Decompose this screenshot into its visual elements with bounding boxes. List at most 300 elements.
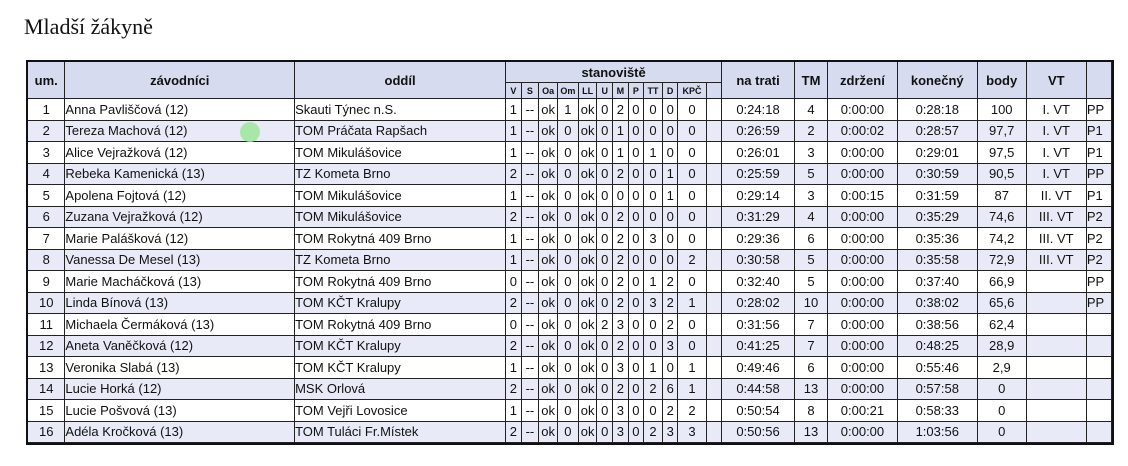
station-cell: 2 bbox=[506, 164, 522, 186]
station-cell: 3 bbox=[663, 336, 679, 358]
col-st-s: S bbox=[522, 83, 540, 99]
table-row bbox=[28, 207, 1112, 229]
station-cell: 0 bbox=[597, 142, 613, 164]
club-cell: TOM Rokytná 409 Brno bbox=[295, 314, 506, 336]
vt-cell: I. VT bbox=[1027, 142, 1087, 164]
station-cell: 0 bbox=[644, 336, 663, 358]
col-extra bbox=[1087, 62, 1112, 99]
station-cell: 3 bbox=[613, 400, 629, 422]
station-cell: 2 bbox=[678, 250, 706, 272]
station-cell: 2 bbox=[506, 293, 522, 315]
tm-cell: 3 bbox=[795, 142, 828, 164]
tm-cell: 10 bbox=[795, 293, 828, 315]
vt-cell bbox=[1027, 314, 1087, 336]
club-cell: TOM KČT Kralupy bbox=[295, 336, 506, 358]
col-st-empty bbox=[707, 83, 723, 99]
station-cell: ok bbox=[579, 400, 598, 422]
col-st-m: M bbox=[613, 83, 629, 99]
final-time-cell: 0:38:02 bbox=[898, 293, 978, 315]
station-cell: ok bbox=[539, 357, 558, 379]
final-time-cell: 0:38:56 bbox=[898, 314, 978, 336]
time-on-track-cell: 0:30:58 bbox=[722, 250, 795, 272]
vt-cell: III. VT bbox=[1027, 228, 1087, 250]
station-cell: 0 bbox=[597, 185, 613, 207]
points-cell: 0 bbox=[978, 379, 1027, 401]
station-cell: ok bbox=[579, 336, 598, 358]
name-cell: Tereza Machová (12) bbox=[65, 121, 295, 143]
time-on-track-cell: 0:29:36 bbox=[722, 228, 795, 250]
vt-cell bbox=[1027, 400, 1087, 422]
extra-cell: PP bbox=[1087, 271, 1112, 293]
station-cell: 0 bbox=[663, 142, 679, 164]
club-cell: TOM KČT Kralupy bbox=[295, 293, 506, 315]
time-on-track-cell: 0:44:58 bbox=[722, 379, 795, 401]
vt-cell bbox=[1027, 379, 1087, 401]
station-cell: 0 bbox=[629, 293, 645, 315]
station-empty-cell bbox=[707, 293, 723, 315]
delay-cell: 0:00:00 bbox=[828, 293, 898, 315]
rank-cell: 14 bbox=[28, 379, 65, 401]
delay-cell: 0:00:00 bbox=[828, 379, 898, 401]
cursor-highlight bbox=[240, 122, 260, 142]
name-cell: Marie Palášková (12) bbox=[65, 228, 295, 250]
station-cell: 0 bbox=[558, 207, 579, 229]
vt-cell bbox=[1027, 422, 1087, 444]
station-cell: -- bbox=[522, 422, 540, 444]
delay-cell: 0:00:00 bbox=[828, 336, 898, 358]
tm-cell: 7 bbox=[795, 314, 828, 336]
final-time-cell: 0:57:58 bbox=[898, 379, 978, 401]
station-cell: ok bbox=[579, 422, 598, 444]
station-cell: 2 bbox=[678, 400, 706, 422]
station-cell: 0 bbox=[597, 357, 613, 379]
name-cell: Anna Pavliščová (12) bbox=[65, 99, 295, 121]
station-cell: 0 bbox=[644, 164, 663, 186]
col-st-om: Om bbox=[558, 83, 579, 99]
station-cell: 2 bbox=[663, 400, 679, 422]
delay-cell: 0:00:00 bbox=[828, 314, 898, 336]
station-cell: ok bbox=[539, 164, 558, 186]
extra-cell: P2 bbox=[1087, 207, 1112, 229]
station-cell: 1 bbox=[663, 164, 679, 186]
station-cell: ok bbox=[539, 379, 558, 401]
station-empty-cell bbox=[707, 250, 723, 272]
points-cell: 62,4 bbox=[978, 314, 1027, 336]
delay-cell: 0:00:21 bbox=[828, 400, 898, 422]
delay-cell: 0:00:00 bbox=[828, 228, 898, 250]
final-time-cell: 0:48:25 bbox=[898, 336, 978, 358]
points-cell: 100 bbox=[978, 99, 1027, 121]
name-cell: Vanessa De Mesel (13) bbox=[65, 250, 295, 272]
rank-cell: 6 bbox=[28, 207, 65, 229]
rank-cell: 5 bbox=[28, 185, 65, 207]
station-cell: ok bbox=[539, 271, 558, 293]
points-cell: 28,9 bbox=[978, 336, 1027, 358]
time-on-track-cell: 0:25:59 bbox=[722, 164, 795, 186]
station-cell: 1 bbox=[644, 357, 663, 379]
delay-cell: 0:00:00 bbox=[828, 357, 898, 379]
time-on-track-cell: 0:50:56 bbox=[722, 422, 795, 444]
station-cell: 0 bbox=[597, 164, 613, 186]
station-cell: ok bbox=[539, 250, 558, 272]
col-stanoviste: stanoviště bbox=[506, 62, 722, 83]
station-cell: -- bbox=[522, 99, 540, 121]
station-cell: 2 bbox=[613, 164, 629, 186]
tm-cell: 4 bbox=[795, 99, 828, 121]
station-cell: 1 bbox=[678, 379, 706, 401]
club-cell: TOM Mikulášovice bbox=[295, 142, 506, 164]
name-cell: Lucie Horká (12) bbox=[65, 379, 295, 401]
name-cell: Alice Vejražková (12) bbox=[65, 142, 295, 164]
table-row bbox=[28, 185, 1112, 207]
station-cell: 1 bbox=[558, 99, 579, 121]
club-cell: TOM Rokytná 409 Brno bbox=[295, 271, 506, 293]
station-cell: 0 bbox=[597, 271, 613, 293]
club-cell: TZ Kometa Brno bbox=[295, 164, 506, 186]
extra-cell bbox=[1087, 400, 1112, 422]
station-cell: 0 bbox=[558, 357, 579, 379]
extra-cell bbox=[1087, 314, 1112, 336]
station-empty-cell bbox=[707, 164, 723, 186]
station-cell: 2 bbox=[663, 314, 679, 336]
table-row bbox=[28, 379, 1112, 401]
extra-cell bbox=[1087, 379, 1112, 401]
name-cell: Linda Bínová (13) bbox=[65, 293, 295, 315]
station-cell: 1 bbox=[644, 142, 663, 164]
station-cell: 0 bbox=[558, 336, 579, 358]
station-cell: 0 bbox=[629, 400, 645, 422]
station-cell: 0 bbox=[597, 207, 613, 229]
station-cell: 0 bbox=[644, 185, 663, 207]
club-cell: TZ Kometa Brno bbox=[295, 250, 506, 272]
station-cell: 2 bbox=[613, 99, 629, 121]
tm-cell: 5 bbox=[795, 164, 828, 186]
station-cell: 0 bbox=[597, 422, 613, 444]
points-cell: 97,5 bbox=[978, 142, 1027, 164]
col-st-u: U bbox=[597, 83, 613, 99]
station-empty-cell bbox=[707, 142, 723, 164]
station-cell: 0 bbox=[613, 185, 629, 207]
final-time-cell: 0:28:18 bbox=[898, 99, 978, 121]
rank-cell: 15 bbox=[28, 400, 65, 422]
station-cell: 0 bbox=[663, 228, 679, 250]
club-cell: TOM Tuláci Fr.Místek bbox=[295, 422, 506, 444]
station-cell: 0 bbox=[597, 336, 613, 358]
station-cell: 3 bbox=[644, 293, 663, 315]
club-cell: TOM Práčata Rapšach bbox=[295, 121, 506, 143]
station-cell: 1 bbox=[678, 357, 706, 379]
station-cell: 0 bbox=[558, 228, 579, 250]
station-cell: 0 bbox=[678, 271, 706, 293]
station-cell: 0 bbox=[678, 164, 706, 186]
station-cell: -- bbox=[522, 207, 540, 229]
station-cell: 0 bbox=[629, 207, 645, 229]
vt-cell: I. VT bbox=[1027, 121, 1087, 143]
points-cell: 87 bbox=[978, 185, 1027, 207]
name-cell: Marie Macháčková (13) bbox=[65, 271, 295, 293]
station-cell: ok bbox=[539, 314, 558, 336]
name-cell: Veronika Slabá (13) bbox=[65, 357, 295, 379]
club-cell: TOM KČT Kralupy bbox=[295, 357, 506, 379]
station-cell: 2 bbox=[613, 271, 629, 293]
station-cell: 1 bbox=[678, 293, 706, 315]
time-on-track-cell: 0:50:54 bbox=[722, 400, 795, 422]
station-cell: 2 bbox=[613, 336, 629, 358]
station-cell: 0 bbox=[629, 314, 645, 336]
station-empty-cell bbox=[707, 207, 723, 229]
station-cell: 2 bbox=[506, 336, 522, 358]
station-empty-cell bbox=[707, 422, 723, 444]
station-cell: 2 bbox=[613, 379, 629, 401]
station-cell: -- bbox=[522, 357, 540, 379]
station-cell: 0 bbox=[558, 379, 579, 401]
final-time-cell: 0:29:01 bbox=[898, 142, 978, 164]
station-cell: -- bbox=[522, 271, 540, 293]
station-cell: 0 bbox=[597, 400, 613, 422]
station-cell: 0 bbox=[629, 379, 645, 401]
tm-cell: 3 bbox=[795, 185, 828, 207]
station-cell: 0 bbox=[558, 121, 579, 143]
delay-cell: 0:00:15 bbox=[828, 185, 898, 207]
station-cell: 6 bbox=[663, 379, 679, 401]
club-cell: Skauti Týnec n.S. bbox=[295, 99, 506, 121]
delay-cell: 0:00:00 bbox=[828, 422, 898, 444]
name-cell: Zuzana Vejražková (12) bbox=[65, 207, 295, 229]
station-cell: 0 bbox=[663, 357, 679, 379]
station-empty-cell bbox=[707, 228, 723, 250]
col-st-kpč: KPČ bbox=[678, 83, 706, 99]
col-st-p: P bbox=[629, 83, 645, 99]
station-cell: 2 bbox=[613, 228, 629, 250]
station-cell: 0 bbox=[558, 400, 579, 422]
rank-cell: 4 bbox=[28, 164, 65, 186]
club-cell: TOM Mikulášovice bbox=[295, 185, 506, 207]
club-cell: TOM Vejři Lovosice bbox=[295, 400, 506, 422]
col-body: body bbox=[978, 62, 1027, 99]
station-cell: -- bbox=[522, 228, 540, 250]
table-row bbox=[28, 336, 1112, 358]
station-cell: 1 bbox=[506, 99, 522, 121]
tm-cell: 6 bbox=[795, 228, 828, 250]
station-cell: -- bbox=[522, 400, 540, 422]
station-cell: ok bbox=[539, 293, 558, 315]
rank-cell: 8 bbox=[28, 250, 65, 272]
station-cell: 0 bbox=[629, 142, 645, 164]
station-cell: ok bbox=[579, 99, 598, 121]
tm-cell: 6 bbox=[795, 357, 828, 379]
station-empty-cell bbox=[707, 121, 723, 143]
station-cell: 0 bbox=[663, 207, 679, 229]
vt-cell: III. VT bbox=[1027, 250, 1087, 272]
table-row bbox=[28, 271, 1112, 293]
station-cell: 2 bbox=[663, 293, 679, 315]
club-cell: TOM Mikulášovice bbox=[295, 207, 506, 229]
station-cell: ok bbox=[539, 185, 558, 207]
col-na-trati: na trati bbox=[722, 62, 795, 99]
station-cell: 2 bbox=[506, 422, 522, 444]
station-cell: 2 bbox=[613, 250, 629, 272]
table-row bbox=[28, 422, 1112, 444]
vt-cell: I. VT bbox=[1027, 164, 1087, 186]
table-row bbox=[28, 357, 1112, 379]
vt-cell bbox=[1027, 336, 1087, 358]
station-empty-cell bbox=[707, 185, 723, 207]
station-cell: 0 bbox=[558, 142, 579, 164]
station-cell: 1 bbox=[613, 121, 629, 143]
station-cell: 0 bbox=[663, 250, 679, 272]
station-cell: 1 bbox=[506, 400, 522, 422]
final-time-cell: 0:37:40 bbox=[898, 271, 978, 293]
station-cell: 0 bbox=[558, 314, 579, 336]
rank-cell: 16 bbox=[28, 422, 65, 444]
station-cell: 0 bbox=[644, 250, 663, 272]
vt-cell bbox=[1027, 357, 1087, 379]
station-empty-cell bbox=[707, 357, 723, 379]
station-cell: 0 bbox=[558, 293, 579, 315]
col-um: um. bbox=[28, 62, 65, 99]
station-cell: 2 bbox=[597, 314, 613, 336]
final-time-cell: 0:30:59 bbox=[898, 164, 978, 186]
station-cell: 0 bbox=[506, 271, 522, 293]
table-row bbox=[28, 228, 1112, 250]
station-cell: 0 bbox=[629, 99, 645, 121]
extra-cell: P1 bbox=[1087, 142, 1112, 164]
table-row bbox=[28, 99, 1112, 121]
station-cell: 0 bbox=[597, 250, 613, 272]
station-cell: 0 bbox=[558, 185, 579, 207]
station-cell: 0 bbox=[629, 164, 645, 186]
points-cell: 97,7 bbox=[978, 121, 1027, 143]
station-cell: ok bbox=[579, 164, 598, 186]
extra-cell: P2 bbox=[1087, 228, 1112, 250]
station-cell: 2 bbox=[613, 207, 629, 229]
station-cell: 3 bbox=[678, 422, 706, 444]
tm-cell: 13 bbox=[795, 379, 828, 401]
tm-cell: 7 bbox=[795, 336, 828, 358]
table-row bbox=[28, 293, 1112, 315]
station-cell: 0 bbox=[644, 207, 663, 229]
name-cell: Rebeka Kamenická (13) bbox=[65, 164, 295, 186]
station-cell: 0 bbox=[678, 336, 706, 358]
station-cell: 1 bbox=[506, 250, 522, 272]
vt-cell: II. VT bbox=[1027, 185, 1087, 207]
time-on-track-cell: 0:41:25 bbox=[722, 336, 795, 358]
club-cell: TOM Rokytná 409 Brno bbox=[295, 228, 506, 250]
rank-cell: 9 bbox=[28, 271, 65, 293]
station-cell: 1 bbox=[663, 185, 679, 207]
station-cell: -- bbox=[522, 121, 540, 143]
station-cell: ok bbox=[539, 121, 558, 143]
station-cell: 2 bbox=[644, 422, 663, 444]
station-cell: 0 bbox=[644, 314, 663, 336]
station-cell: ok bbox=[579, 207, 598, 229]
station-cell: 2 bbox=[613, 293, 629, 315]
delay-cell: 0:00:00 bbox=[828, 207, 898, 229]
station-cell: 0 bbox=[678, 99, 706, 121]
station-empty-cell bbox=[707, 271, 723, 293]
rank-cell: 11 bbox=[28, 314, 65, 336]
table-row bbox=[28, 250, 1112, 272]
col-tm: TM bbox=[795, 62, 828, 99]
station-cell: 0 bbox=[629, 121, 645, 143]
station-cell: ok bbox=[539, 228, 558, 250]
station-cell: 3 bbox=[613, 314, 629, 336]
delay-cell: 0:00:00 bbox=[828, 142, 898, 164]
col-st-ll: LL bbox=[579, 83, 598, 99]
time-on-track-cell: 0:31:29 bbox=[722, 207, 795, 229]
station-cell: ok bbox=[579, 357, 598, 379]
club-cell: MSK Orlová bbox=[295, 379, 506, 401]
vt-cell bbox=[1027, 293, 1087, 315]
col-st-v: V bbox=[506, 83, 522, 99]
final-time-cell: 0:31:59 bbox=[898, 185, 978, 207]
rank-cell: 10 bbox=[28, 293, 65, 315]
station-cell: 3 bbox=[613, 357, 629, 379]
table-row bbox=[28, 164, 1112, 186]
station-empty-cell bbox=[707, 99, 723, 121]
station-cell: 0 bbox=[597, 379, 613, 401]
table-row bbox=[28, 314, 1112, 336]
station-cell: -- bbox=[522, 250, 540, 272]
station-cell: ok bbox=[539, 99, 558, 121]
station-cell: 0 bbox=[558, 250, 579, 272]
vt-cell: III. VT bbox=[1027, 207, 1087, 229]
station-cell: 0 bbox=[506, 314, 522, 336]
station-cell: -- bbox=[522, 293, 540, 315]
extra-cell: PP bbox=[1087, 164, 1112, 186]
points-cell: 66,9 bbox=[978, 271, 1027, 293]
station-cell: 3 bbox=[644, 228, 663, 250]
station-cell: 0 bbox=[629, 185, 645, 207]
station-cell: 0 bbox=[597, 293, 613, 315]
station-cell: ok bbox=[539, 336, 558, 358]
col-st-oa: Oa bbox=[539, 83, 558, 99]
station-cell: 1 bbox=[506, 121, 522, 143]
final-time-cell: 1:03:56 bbox=[898, 422, 978, 444]
station-cell: 1 bbox=[506, 185, 522, 207]
tm-cell: 13 bbox=[795, 422, 828, 444]
extra-cell: P2 bbox=[1087, 250, 1112, 272]
final-time-cell: 0:28:57 bbox=[898, 121, 978, 143]
name-cell: Michaela Čermáková (13) bbox=[65, 314, 295, 336]
station-cell: 2 bbox=[663, 271, 679, 293]
delay-cell: 0:00:00 bbox=[828, 271, 898, 293]
station-cell: ok bbox=[539, 207, 558, 229]
station-cell: 0 bbox=[629, 228, 645, 250]
name-cell: Adéla Kročková (13) bbox=[65, 422, 295, 444]
extra-cell bbox=[1087, 336, 1112, 358]
station-cell: ok bbox=[579, 379, 598, 401]
station-cell: ok bbox=[539, 400, 558, 422]
rank-cell: 1 bbox=[28, 99, 65, 121]
station-cell: 0 bbox=[597, 228, 613, 250]
tm-cell: 5 bbox=[795, 271, 828, 293]
time-on-track-cell: 0:49:46 bbox=[722, 357, 795, 379]
station-cell: ok bbox=[539, 142, 558, 164]
station-cell: 0 bbox=[597, 121, 613, 143]
station-cell: 0 bbox=[678, 228, 706, 250]
col-st-tt: TT bbox=[644, 83, 663, 99]
station-cell: 0 bbox=[678, 314, 706, 336]
station-cell: 0 bbox=[678, 185, 706, 207]
delay-cell: 0:00:00 bbox=[828, 99, 898, 121]
points-cell: 0 bbox=[978, 422, 1027, 444]
station-cell: 0 bbox=[629, 336, 645, 358]
station-cell: 1 bbox=[506, 142, 522, 164]
table-row bbox=[28, 121, 1112, 143]
col-vt: VT bbox=[1027, 62, 1087, 99]
time-on-track-cell: 0:24:18 bbox=[722, 99, 795, 121]
